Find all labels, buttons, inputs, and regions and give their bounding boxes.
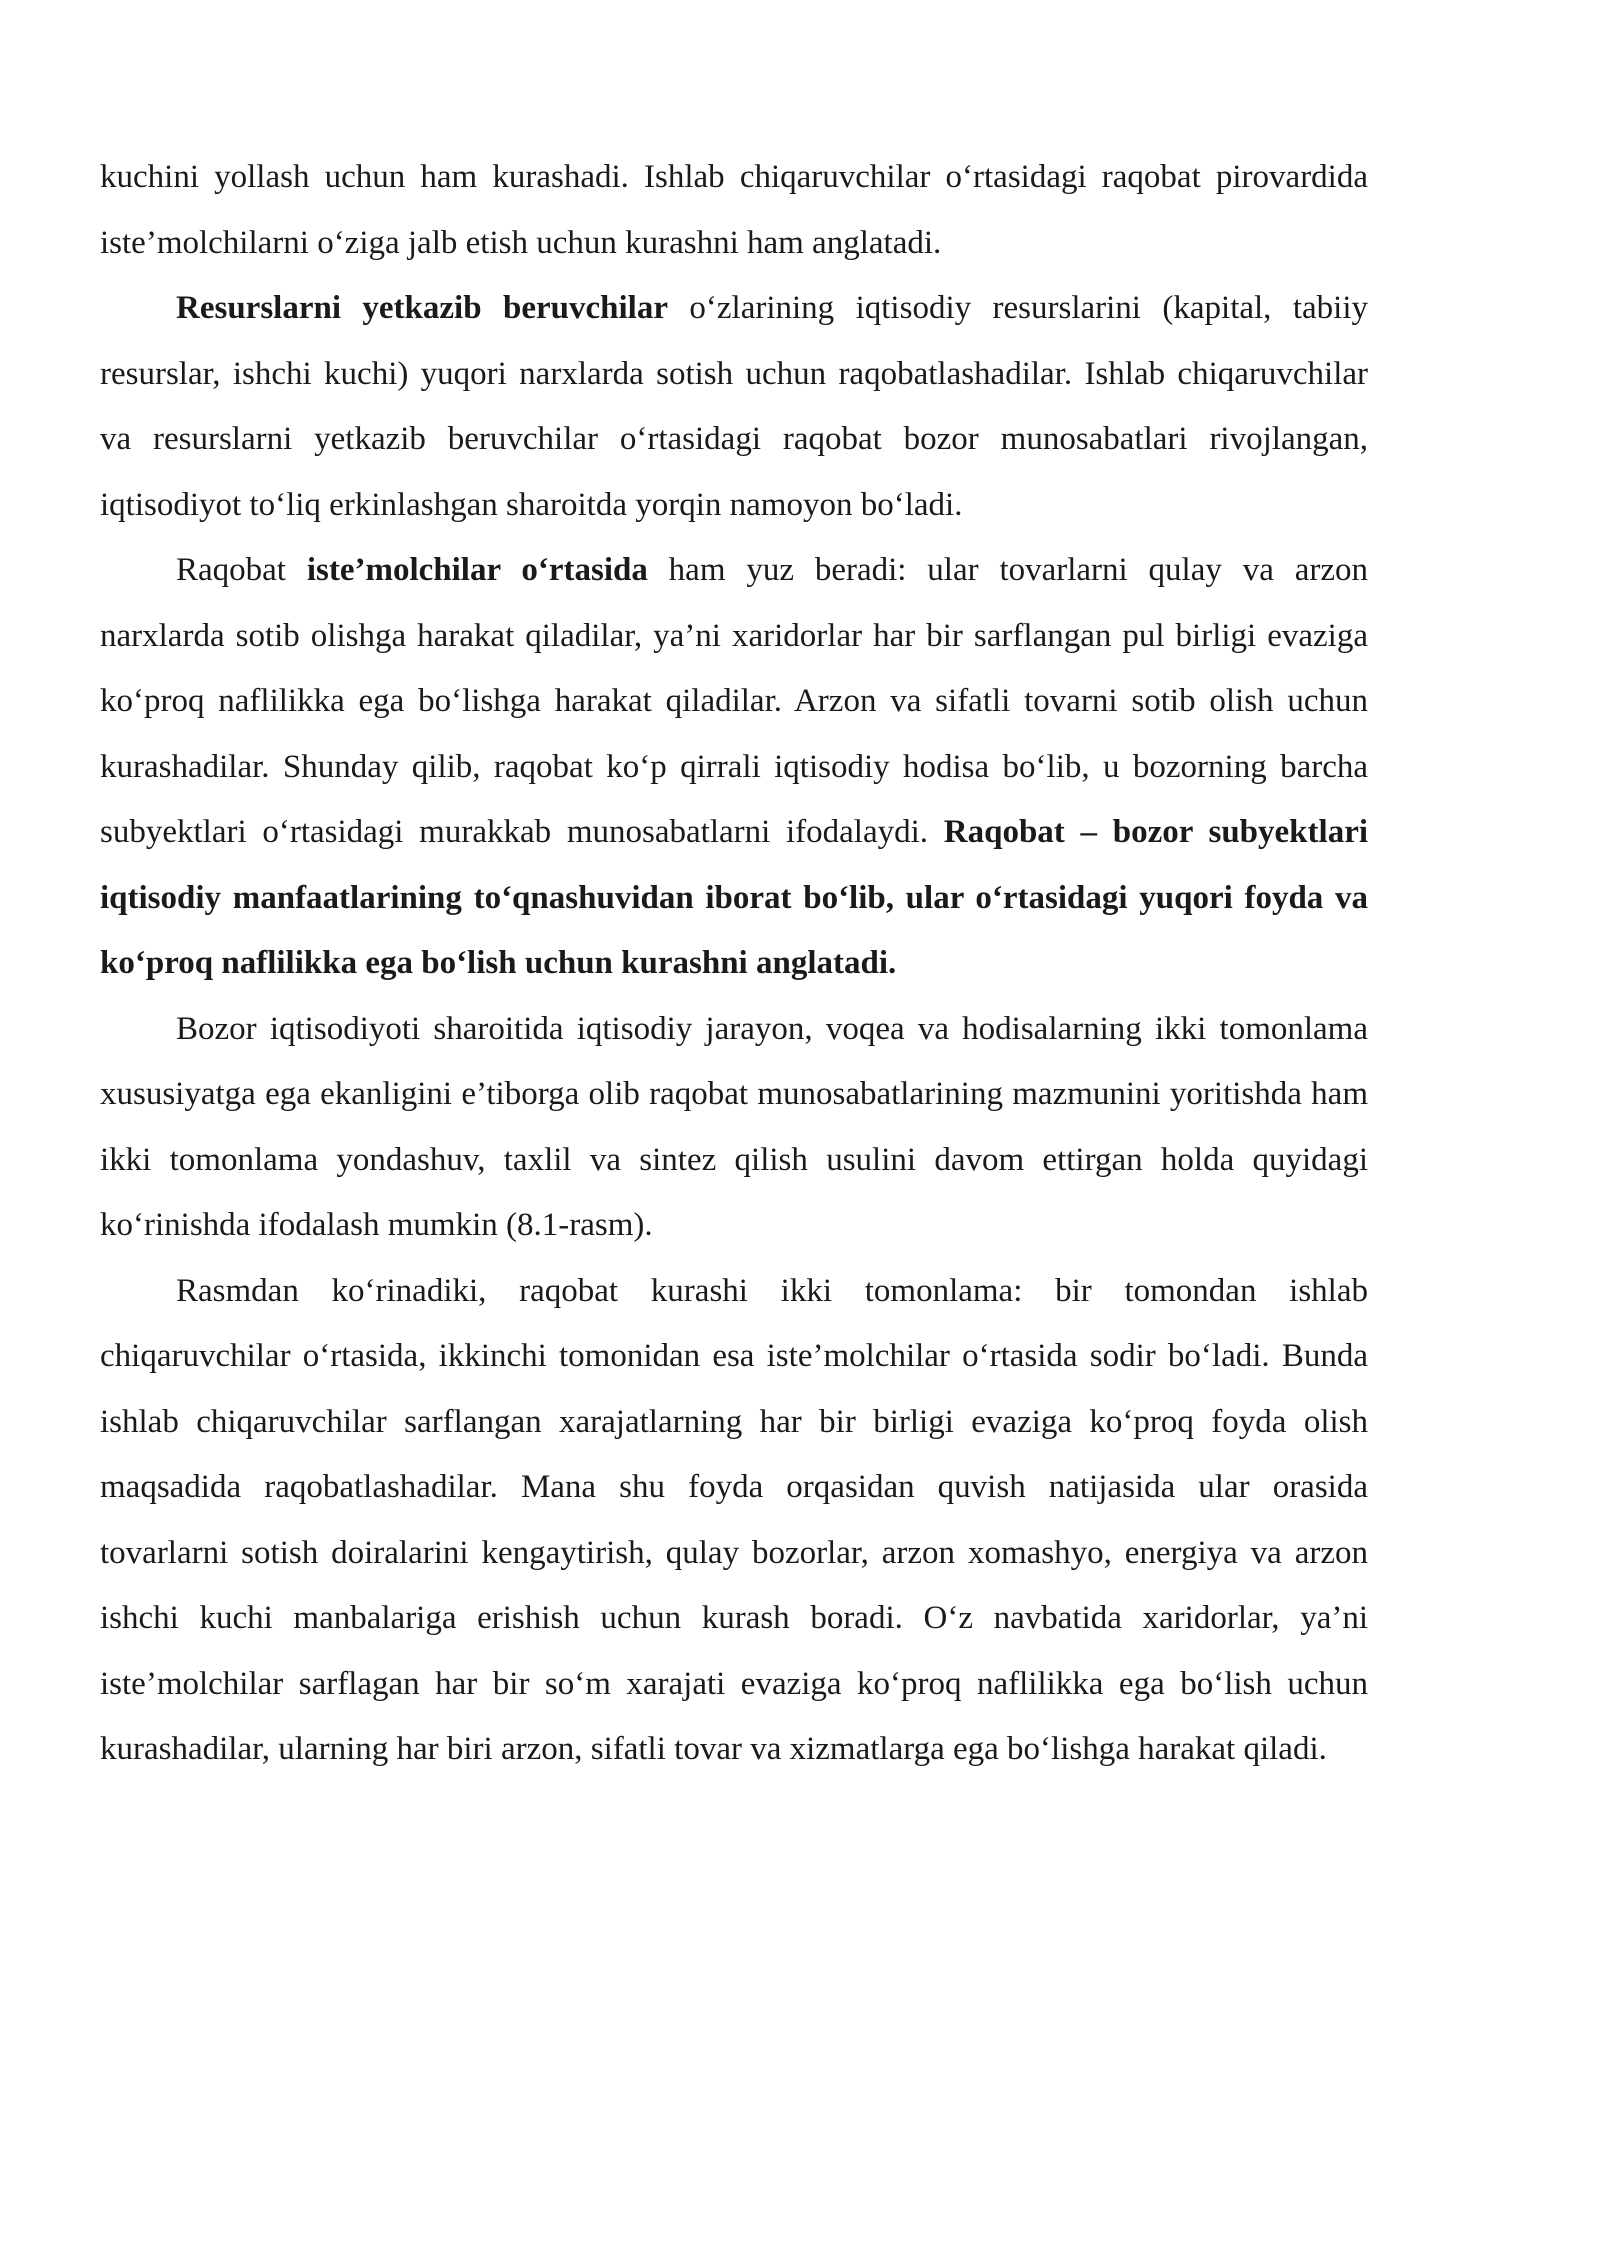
paragraph-1-text: kuchini yollash uchun ham kurashadi. Ishlab chiqaruvchilar o‘rtasidagi raqobat pirovardida iste’molchilarni o‘ziga jalb etish uchun kurashni ham anglatadi. [100,159,1368,261]
paragraph-4 [100,997,1368,1259]
paragraph-5-text: Rasmdan ko‘rinadiki, raqobat kurashi ikki tomonlama: bir tomondan ishlab chiqaruvchilar o‘rtasida, ikkinchi tomonidan esa iste’molchilar o‘rtasida sodir bo‘ladi. Bunda ishlab chiqaruvchilar sarflangan xarajatlarning har bir birligi evaziga ko‘proq foyda olish maqsadida raqobatlashadilar. Mana shu foyda orqasidan quvish natijasida ular orasida tovarlarni sotish doiralarini kengaytirish, qulay bozorlar, arzon xomashyo, energiya va arzon ishchi kuchi manbalariga erishish uchun kurash boradi. O‘z navbatida xaridorlar, ya’ni iste’molchilar sarflagan har bir so‘m xarajati evaziga ko‘proq naflilikka ega bo‘lish uchun kurashadilar, ularning har biri arzon, sifatli tovar va xizmatlarga ega bo‘lishga harakat qiladi. [100,1272,1368,1767]
paragraph-3-text: ham yuz beradi: ular tovarlarni qulay va arzon narxlarda sotib olishga harakat qiladilar, ya’ni xaridorlar har bir sarflangan pul birligi evaziga ko‘proq naflilikka ega bo‘lishga harakat qiladilar. Arzon va sifatli tovarni sotib olish uchun kurashadilar. Shunday qilib, raqobat ko‘p qirrali iqtisodiy hodisa bo‘lib, u bozorning barcha subyektlari o‘rtasidagi murakkab munosabatlarni ifodalaydi. [100,552,1368,850]
paragraph-2-text: o‘zlarining iqtisodiy resurslarini (kapital, tabiiy resurslar, ishchi kuchi) yuqori narxlarda sotish uchun raqobatlashadilar. Ishlab chiqaruvchilar va resurslarni yetkazib beruvchilar o‘rtasidagi raqobat bozor munosabatlari rivojlangan, iqtisodiyot to‘liq erkinlashgan sharoitda yorqin namoyon bo‘ladi. [100,290,1368,523]
paragraph-3-bold-term: iste’molchilar o‘rtasida [306,552,648,588]
paragraph-1 [100,145,1368,276]
paragraph-5 [100,1259,1368,1783]
paragraph-2 [100,276,1368,538]
paragraph-3-text-lead: Raqobat [176,552,307,588]
paragraph-2-bold-term: Resurslarni yetkazib beruvchilar [176,290,668,326]
paragraph-3 [100,538,1368,997]
paragraph-4-text: Bozor iqtisodiyoti sharoitida iqtisodiy jarayon, voqea va hodisalarning ikki tomonlama xususiyatga ega ekanligini e’tiborga olib raqobat munosabatlarining mazmunini yoritishda ham ikki tomonlama yondashuv, taxlil va sintez qilish usulini davom ettirgan holda quyidagi ko‘rinishda ifodalash mumkin (8.1-rasm). [100,1010,1368,1243]
document-page [100,145,1368,1783]
paragraph-3-definition: Raqobat – bozor subyektlari iqtisodiy manfaatlarining to‘qnashuvidan iborat bo‘lib, ular o‘rtasidagi yuqori foyda va ko‘proq naflilikka ega bo‘lish uchun kurashni anglatadi. [100,814,1369,981]
